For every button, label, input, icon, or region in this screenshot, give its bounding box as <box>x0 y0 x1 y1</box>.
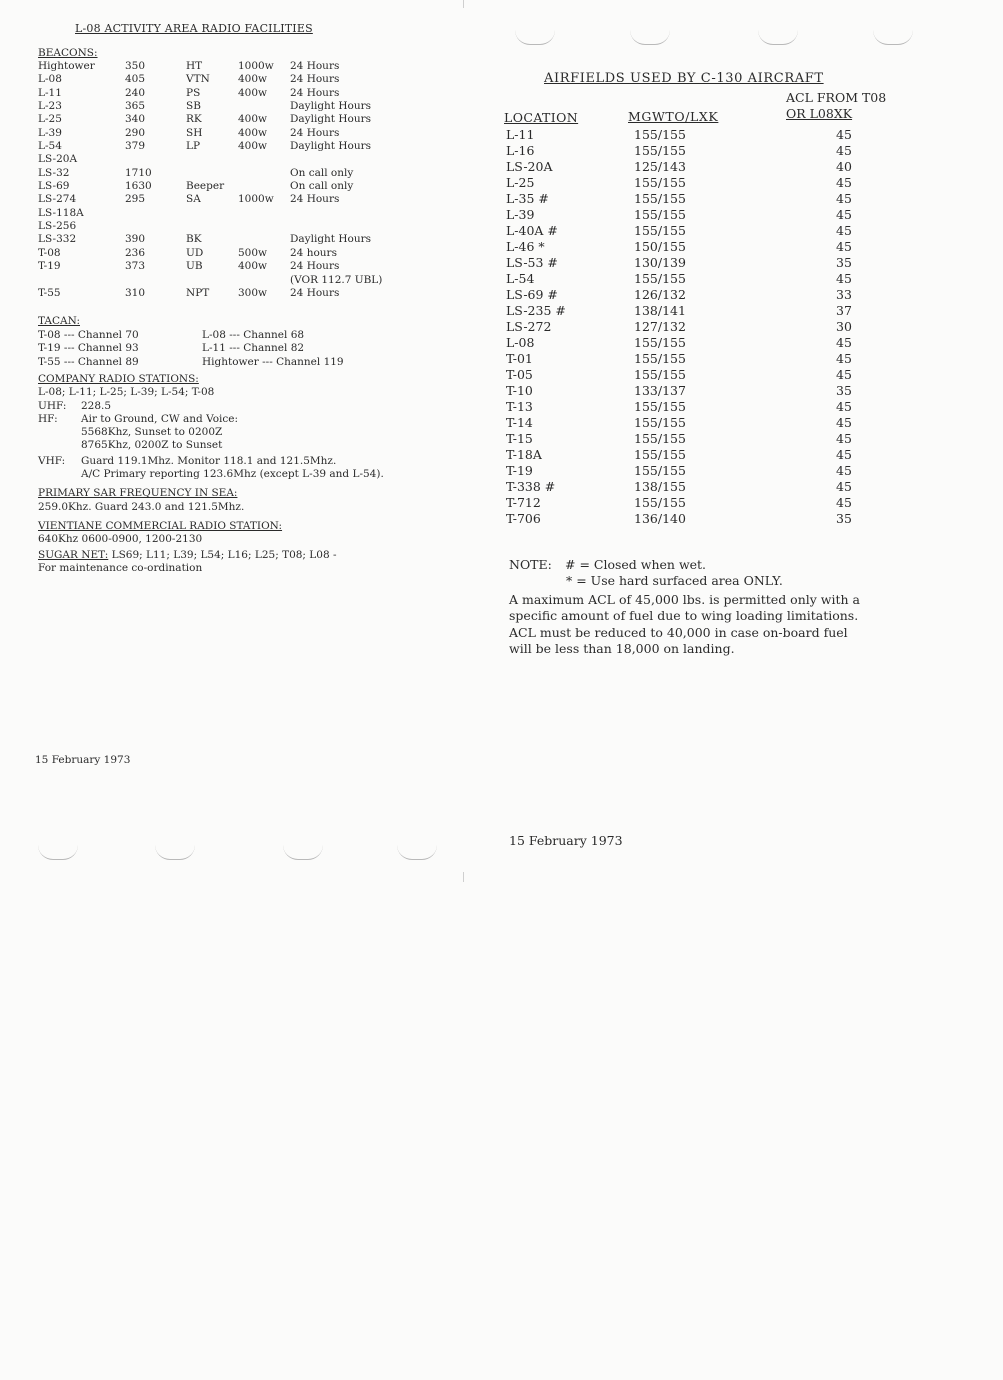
mgwto-header: MGWTO/LXK <box>628 109 719 124</box>
airfield-row <box>506 223 904 239</box>
airfield-acl: 45 <box>836 463 852 478</box>
vhf-row <box>38 455 458 468</box>
beacon-row <box>38 207 430 220</box>
beacon-power: 400w <box>238 126 268 139</box>
airfield-acl: 37 <box>836 303 852 318</box>
beacon-frequency: 240 <box>125 86 146 99</box>
beacon-hours <box>290 220 430 233</box>
airfield-location: T-19 <box>506 463 533 478</box>
airfield-acl: 35 <box>836 383 852 398</box>
beacon-hours: On call only <box>290 166 354 179</box>
airfield-acl: 45 <box>836 223 852 238</box>
tacan-entry: L-08 --- Channel 68 <box>202 329 305 341</box>
sugar-net-note: For maintenance co-ordination <box>38 561 203 574</box>
airfield-location: LS-20A <box>506 159 553 174</box>
acl-header-line1: ACL FROM T08 <box>786 90 887 105</box>
beacon-row <box>38 220 430 233</box>
tacan-entry: T-19 --- Channel 93 <box>38 342 139 355</box>
beacon-hours: On call only <box>290 180 354 193</box>
airfield-mgwto: 155/155 <box>634 447 686 462</box>
beacon-power <box>238 153 290 166</box>
paragraph-line: specific amount of fuel due to wing loading limitations. <box>509 608 859 624</box>
airfield-location: T-05 <box>506 367 533 382</box>
airfield-acl: 45 <box>836 191 852 206</box>
airfield-row <box>506 447 904 463</box>
beacon-ident: RK <box>186 113 202 126</box>
beacon-frequency: 295 <box>125 193 146 206</box>
paragraph-line: A maximum ACL of 45,000 lbs. is permitted only with a <box>509 592 860 607</box>
airfield-acl: 45 <box>836 399 852 414</box>
airfield-location: L-25 <box>506 175 535 190</box>
airfield-mgwto: 155/155 <box>634 175 686 190</box>
airfield-location: L-54 <box>506 271 535 286</box>
beacon-frequency <box>125 153 186 166</box>
beacons-heading: BEACONS: <box>38 47 98 59</box>
beacon-hours: 24 Hours <box>290 126 340 139</box>
beacon-hours: 24 Hours <box>290 193 340 206</box>
airfield-location: L-08 <box>506 335 535 350</box>
beacon-row <box>38 140 430 153</box>
airfield-location: LS-235 # <box>506 303 566 318</box>
airfield-location: T-18A <box>506 447 542 462</box>
airfield-acl: 45 <box>836 351 852 366</box>
note-label: NOTE: <box>509 557 552 572</box>
beacon-row <box>38 153 430 166</box>
beacon-power: 400w <box>238 73 268 86</box>
beacon-location: T-55 <box>38 286 61 299</box>
beacon-row <box>38 193 430 206</box>
beacon-location <box>38 274 125 287</box>
beacon-row <box>38 233 430 246</box>
airfield-mgwto: 155/155 <box>634 143 686 158</box>
airfield-mgwto: 155/155 <box>634 127 686 142</box>
vhf-label: VHF: <box>38 454 66 467</box>
beacon-power: 1000w <box>238 193 274 206</box>
airfield-row <box>506 143 904 159</box>
beacon-row <box>38 73 430 86</box>
tacan-entry: Hightower --- Channel 119 <box>202 355 344 368</box>
beacon-power <box>238 100 290 113</box>
airfield-row <box>506 159 904 175</box>
airfield-mgwto: 155/155 <box>634 191 686 206</box>
beacon-location: LS-69 <box>38 180 70 193</box>
right-page-date: 15 February 1973 <box>509 833 623 848</box>
note-line: # = Closed when wet. <box>565 557 707 572</box>
beacon-ident: HT <box>186 60 203 72</box>
beacon-location: T-19 <box>38 260 61 273</box>
beacon-power: 400w <box>238 260 268 273</box>
vientiane-heading: VIENTIANE COMMERCIAL RADIO STATION: <box>38 519 283 532</box>
beacon-power <box>238 207 290 220</box>
beacon-hours: Daylight Hours <box>290 233 372 246</box>
company-radio-list: L-08; L-11; L-25; L-39; L-54; T-08 <box>38 386 215 399</box>
airfield-mgwto: 130/139 <box>634 255 686 270</box>
beacon-frequency <box>125 207 186 220</box>
beacon-hours: (VOR 112.7 UBL) <box>290 273 383 286</box>
beacon-frequency: 365 <box>125 100 146 113</box>
beacon-hours: 24 Hours <box>290 286 340 299</box>
binder-hole-decoration <box>758 30 798 45</box>
airfield-acl: 35 <box>836 255 852 270</box>
airfield-mgwto: 138/141 <box>634 303 686 318</box>
company-radio-heading: COMPANY RADIO STATIONS: <box>38 373 199 385</box>
beacon-ident <box>186 274 238 287</box>
beacon-frequency <box>125 274 186 287</box>
beacon-row <box>38 180 430 193</box>
binder-hole-decoration <box>397 845 437 860</box>
airfield-row <box>506 191 904 207</box>
airfield-location: L-40A # <box>506 223 558 238</box>
beacon-ident: UB <box>186 260 203 273</box>
binder-hole-decoration <box>630 30 670 45</box>
beacon-ident <box>186 207 238 220</box>
sugar-net-row <box>38 549 458 562</box>
airfield-location: LS-69 # <box>506 287 558 302</box>
beacon-location: LS-256 <box>38 220 77 233</box>
sugar-net-label: SUGAR NET: <box>38 548 109 561</box>
note-row <box>509 557 783 573</box>
airfield-mgwto: 150/155 <box>634 239 686 254</box>
airfield-acl: 45 <box>836 495 852 510</box>
beacon-frequency: 405 <box>125 73 146 86</box>
airfield-row <box>506 207 904 223</box>
airfield-row <box>506 127 904 143</box>
airfield-location: T-712 <box>506 495 541 510</box>
left-page-title: L-08 ACTIVITY AREA RADIO FACILITIES <box>75 22 313 35</box>
airfield-acl: 35 <box>836 511 852 526</box>
location-header: LOCATION <box>504 110 579 125</box>
airfield-mgwto: 155/155 <box>634 367 686 382</box>
beacon-power <box>238 180 290 193</box>
airfield-row <box>506 287 904 303</box>
airfields-table <box>506 127 904 527</box>
vientiane-value: 640Khz 0600-0900, 1200-2130 <box>38 533 203 546</box>
airfield-mgwto: 125/143 <box>634 159 686 174</box>
airfield-mgwto: 155/155 <box>634 495 686 510</box>
sar-heading: PRIMARY SAR FREQUENCY IN SEA: <box>38 487 238 500</box>
beacon-frequency: 373 <box>125 260 146 273</box>
beacon-frequency <box>125 220 186 233</box>
hf-label: HF: <box>38 412 58 425</box>
note-line: * = Use hard surfaced area ONLY. <box>566 572 783 588</box>
beacon-hours: 24 Hours <box>290 86 340 99</box>
vhf-line: A/C Primary reporting 123.6Mhz (except L-39 and L-54). <box>81 468 384 481</box>
beacon-ident: VTN <box>186 73 210 86</box>
beacon-ident: UD <box>186 246 204 259</box>
airfield-mgwto: 155/155 <box>634 207 686 222</box>
beacon-ident <box>186 153 238 166</box>
airfield-location: T-15 <box>506 431 533 446</box>
beacon-location: L-25 <box>38 113 62 126</box>
beacon-ident: SH <box>186 126 203 139</box>
beacon-hours: 24 Hours <box>290 73 340 86</box>
paragraph-line: ACL must be reduced to 40,000 in case on-board fuel <box>509 624 848 640</box>
binder-hole-decoration <box>38 845 78 860</box>
airfield-row <box>506 431 904 447</box>
beacon-row <box>38 167 430 180</box>
beacon-row <box>38 127 430 140</box>
airfield-row <box>506 383 904 399</box>
airfield-row <box>506 367 904 383</box>
sar-value: 259.0Khz. Guard 243.0 and 121.5Mhz. <box>38 500 245 513</box>
tacan-heading: TACAN: <box>38 315 80 327</box>
beacon-row <box>38 113 430 126</box>
tacan-list <box>38 329 432 369</box>
beacon-location: L-39 <box>38 126 62 139</box>
vhf-line: Guard 119.1Mhz. Monitor 118.1 and 121.5Mhz. <box>81 454 337 467</box>
beacon-power: 1000w <box>238 60 274 72</box>
beacons-table <box>38 60 430 300</box>
beacon-row <box>38 100 430 113</box>
airfield-mgwto: 136/140 <box>634 511 686 526</box>
beacon-ident: BK <box>186 233 202 246</box>
beacon-ident: SB <box>186 100 201 113</box>
beacon-location: L-11 <box>38 86 62 99</box>
beacon-hours: Daylight Hours <box>290 140 372 153</box>
beacon-location: T-08 <box>38 246 61 259</box>
airfield-location: T-338 # <box>506 479 556 494</box>
airfield-mgwto: 155/155 <box>634 431 686 446</box>
beacon-row <box>38 87 430 100</box>
airfield-row <box>506 239 904 255</box>
airfield-location: L-16 <box>506 143 535 158</box>
airfield-location: L-35 # <box>506 191 549 206</box>
airfield-location: L-11 <box>506 127 535 142</box>
beacon-power <box>238 233 290 246</box>
airfield-row <box>506 495 904 511</box>
beacon-location: LS-332 <box>38 233 77 246</box>
airfield-acl: 45 <box>836 415 852 430</box>
airfield-acl: 45 <box>836 175 852 190</box>
beacon-row <box>38 60 430 73</box>
beacon-location: L-08 <box>38 73 62 86</box>
beacon-frequency: 1630 <box>125 180 152 193</box>
uhf-row <box>38 400 458 413</box>
airfield-mgwto: 155/155 <box>634 415 686 430</box>
beacon-location: LS-118A <box>38 206 84 219</box>
beacon-hours <box>290 207 430 220</box>
beacon-row <box>38 274 430 287</box>
beacon-frequency: 350 <box>125 60 146 72</box>
airfield-location: T-01 <box>506 351 533 366</box>
airfield-acl: 45 <box>836 367 852 382</box>
beacon-frequency: 290 <box>125 126 146 139</box>
airfield-mgwto: 155/155 <box>634 335 686 350</box>
airfield-acl: 45 <box>836 207 852 222</box>
page-fold-line <box>463 0 464 8</box>
binder-hole-decoration <box>155 845 195 860</box>
airfield-mgwto: 127/132 <box>634 319 686 334</box>
beacon-ident <box>186 220 238 233</box>
airfield-row <box>506 415 904 431</box>
beacon-frequency: 379 <box>125 140 146 153</box>
beacon-power: 300w <box>238 286 268 299</box>
tacan-entry: T-08 --- Channel 70 <box>38 329 139 341</box>
airfield-mgwto: 126/132 <box>634 287 686 302</box>
uhf-label: UHF: <box>38 399 67 412</box>
beacon-power <box>238 220 290 233</box>
beacon-hours: 24 hours <box>290 246 337 259</box>
beacon-power: 500w <box>238 246 268 259</box>
note-block <box>509 557 783 588</box>
beacon-power <box>238 274 290 287</box>
airfield-acl: 45 <box>836 143 852 158</box>
beacon-row <box>38 260 430 273</box>
airfield-mgwto: 155/155 <box>634 399 686 414</box>
airfield-row <box>506 335 904 351</box>
airfield-row <box>506 255 904 271</box>
airfields-title: AIRFIELDS USED BY C-130 AIRCRAFT <box>544 71 824 86</box>
beacon-location: LS-32 <box>38 166 70 179</box>
airfield-acl: 45 <box>836 431 852 446</box>
airfield-mgwto: 155/155 <box>634 271 686 286</box>
airfield-row <box>506 303 904 319</box>
airfield-acl: 40 <box>836 159 852 174</box>
airfield-row <box>506 175 904 191</box>
beacon-frequency: 340 <box>125 113 146 126</box>
hf-line: 8765Khz, 0200Z to Sunset <box>81 439 223 452</box>
uhf-value: 228.5 <box>81 399 112 412</box>
binder-hole-decoration <box>515 30 555 45</box>
airfield-acl: 45 <box>836 127 852 142</box>
beacon-location: LS-274 <box>38 193 77 206</box>
hf-line: 5568Khz, Sunset to 0200Z <box>81 426 223 439</box>
airfield-location: L-46 * <box>506 239 545 254</box>
beacon-location: L-54 <box>38 140 62 153</box>
page-fold-line <box>463 872 464 882</box>
beacon-hours: Daylight Hours <box>290 100 372 113</box>
binder-hole-decoration <box>873 30 913 45</box>
beacon-frequency: 310 <box>125 286 146 299</box>
airfield-location: LS-272 <box>506 319 552 334</box>
airfield-row <box>506 511 904 527</box>
beacon-power: 400w <box>238 86 268 99</box>
airfield-row <box>506 271 904 287</box>
beacon-ident: LP <box>186 140 201 153</box>
beacon-location: Hightower <box>38 60 95 72</box>
airfield-mgwto: 138/155 <box>634 479 686 494</box>
hf-line: Air to Ground, CW and Voice: <box>81 412 239 425</box>
beacon-hours <box>290 153 430 166</box>
beacon-ident: Beeper <box>186 180 225 193</box>
airfield-mgwto: 155/155 <box>634 463 686 478</box>
beacon-frequency: 1710 <box>125 166 152 179</box>
airfield-location: LS-53 # <box>506 255 558 270</box>
beacon-frequency: 236 <box>125 246 146 259</box>
airfield-row <box>506 319 904 335</box>
beacon-location: LS-20A <box>38 153 78 166</box>
airfield-mgwto: 155/155 <box>634 223 686 238</box>
paragraph-line: will be less than 18,000 on landing. <box>509 641 735 657</box>
beacon-ident: SA <box>186 193 201 206</box>
hf-row <box>38 413 458 426</box>
beacon-hours: Daylight Hours <box>290 113 372 126</box>
airfield-row <box>506 399 904 415</box>
beacon-ident: NPT <box>186 286 210 299</box>
airfield-location: T-14 <box>506 415 533 430</box>
airfield-location: T-10 <box>506 383 533 398</box>
airfield-mgwto: 133/137 <box>634 383 686 398</box>
left-page-date: 15 February 1973 <box>35 754 131 766</box>
beacon-ident: PS <box>186 86 201 99</box>
sugar-net-value: LS69; L11; L39; L54; L16; L25; T08; L08 - <box>111 548 337 561</box>
airfield-acl: 45 <box>836 335 852 350</box>
binder-hole-decoration <box>283 845 323 860</box>
company-radio-section <box>38 373 458 575</box>
beacon-row <box>38 287 430 300</box>
beacon-power: 400w <box>238 113 268 126</box>
acl-header-line2: OR L08XK <box>786 106 853 121</box>
airfield-acl: 45 <box>836 447 852 462</box>
airfield-location: T-706 <box>506 511 541 526</box>
beacon-hours: 24 Hours <box>290 60 340 72</box>
airfield-row <box>506 463 904 479</box>
airfield-acl: 45 <box>836 271 852 286</box>
airfield-acl: 30 <box>836 319 852 334</box>
airfield-acl: 33 <box>836 287 852 302</box>
airfield-row <box>506 351 904 367</box>
beacon-frequency: 390 <box>125 233 146 246</box>
beacon-hours: 24 Hours <box>290 260 340 273</box>
beacon-location: L-23 <box>38 100 62 113</box>
airfield-mgwto: 155/155 <box>634 351 686 366</box>
tacan-entry: L-11 --- Channel 82 <box>202 342 305 355</box>
tacan-entry: T-55 --- Channel 89 <box>38 355 139 368</box>
beacon-power <box>238 167 290 180</box>
beacon-row <box>38 247 430 260</box>
airfield-location: L-39 <box>506 207 535 222</box>
airfield-acl: 45 <box>836 479 852 494</box>
beacon-ident <box>186 167 238 180</box>
airfield-acl: 45 <box>836 239 852 254</box>
airfield-row <box>506 479 904 495</box>
beacon-power: 400w <box>238 140 268 153</box>
acl-paragraph <box>509 592 860 658</box>
airfield-location: T-13 <box>506 399 533 414</box>
